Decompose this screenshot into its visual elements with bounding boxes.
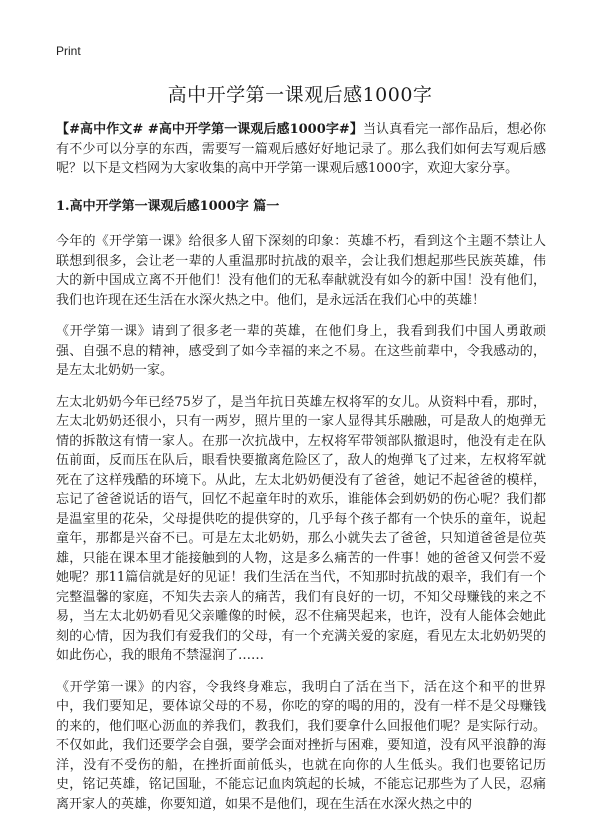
body-paragraph: 今年的《开学第一课》给很多人留下深刻的印象：英雄不朽，看到这个主题不禁让人联想到很多，会让老一辈的人重温那时抗战的艰辛，会让我们想起那些民族英雄，伟大的新中国成立离不开他们！没有他们的无私奉献就没有如今的新中国！没有他们，我们也许现在还生活在水深火热之中。他们，是永远活在我们心中的英雄！ xyxy=(56,234,546,308)
intro-paragraph xyxy=(56,120,546,179)
article-body xyxy=(56,120,546,826)
body-paragraph: 《开学第一课》的内容，令我终身难忘，我明白了活在当下，活在这个和平的世界中，我们要知足，要体谅父母的不易，你吃的穿的喝的用的，没有一样不是父母赚钱的来的，他们呕心沥血的养我们，教我们，我们要拿什么回报他们呢？是实际行动。不仅如此，我们还要学会自强，要学会面对挫折与困难，要知道，没有风平浪静的海洋，没有不受伤的船，在挫折面前低头，也就在向你的人生低头。我们也要铭记历史，铭记英雄，铭记国耻，不能忘记血肉筑起的长城，不能忘记那些为了人民，忍痛离开家人的英雄，你要知道，如果不是他们，现在生活在水深火热之中的 xyxy=(56,679,546,812)
section-heading: 1.高中开学第一课观后感1000字 篇一 xyxy=(56,198,280,214)
print-link[interactable]: Print xyxy=(56,44,81,58)
page-title: 高中开学第一课观后感1000字 xyxy=(167,84,433,106)
intro-tags: 【#高中作文# #高中开学第一课观后感1000字#】 xyxy=(56,122,363,137)
body-paragraph: 左太北奶奶今年已经75岁了，是当年抗日英雄左权将军的女儿。从资料中看，那时，左太北奶奶还很小，只有一两岁，照片里的一家人显得其乐融融，可是敌人的炮弹无情的拆散这有情一家人。在那一次抗战中，左权将军带领部队撤退时，他没有走在队伍前面，反而压在队后，眼看快要撤离危险区了，敌人的炮弹飞了过来，左权将军就死在了这样残酷的环境下。从此，左太北奶奶便没有了爸爸，她记不起爸爸的模样，忘记了爸爸说话的语气，回忆不起童年时的欢乐，谁能体会到奶奶的伤心呢？我们都是温室里的花朵，父母提供吃的提供穿的，几乎每个孩子都有一个快乐的童年，说起童年，那都是兴奋不已。可是左太北奶奶，那么小就失去了爸爸，只知道爸爸是位英雄，只能在课本里才能接触到的人物，这是多么痛苦的一件事！她的爸爸又何尝不爱她呢？那11篇信就是好的见证！我们生活在当代，不知那时抗战的艰辛，我们有一个完整温馨的家庭，不知失去亲人的痛苦，我们有良好的一切，不知父母赚钱的来之不易，当左太北奶奶看见父亲雕像的时候，忍不住痛哭起来，也许，没有人能体会她此刻的心情，因为我们有爱我们的父母，有一个充满关爱的家庭，看见左太北奶奶哭的如此伤心，我的眼角不禁湿润了…… xyxy=(56,394,546,663)
body-paragraph: 《开学第一课》请到了很多老一辈的英雄，在他们身上，我看到我们中国人勇敢顽强、自强不息的精神，感受到了如今幸福的来之不易。在这些前辈中，令我感动的，是左太北奶奶一家。 xyxy=(56,324,546,378)
intro-text: 当认真看完一部作品后，想必你有不少可以分享的东西，需要写一篇观后感好好地记录了。那么我们如何去写观后感呢？以下是文档网为大家收集的高中开学第一课观后感1000字，欢迎大家分享。 xyxy=(56,122,546,176)
